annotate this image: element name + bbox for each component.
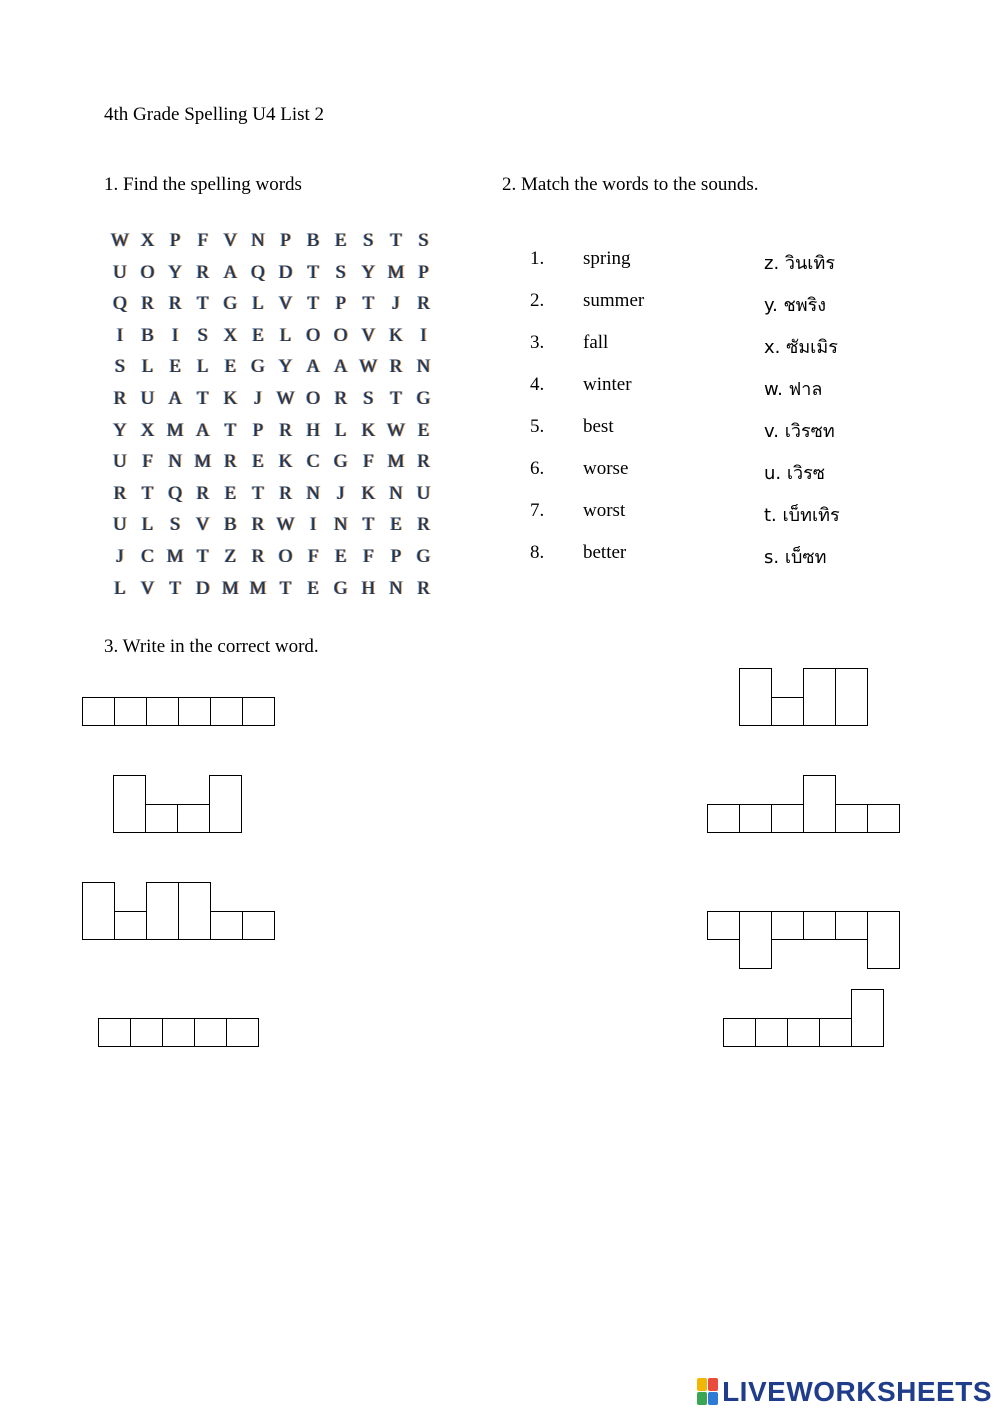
letter-box[interactable] xyxy=(867,911,900,969)
grid-letter[interactable]: Q xyxy=(113,293,127,315)
grid-letter[interactable]: S xyxy=(363,230,374,251)
letter-box[interactable] xyxy=(178,697,211,726)
grid-letter[interactable]: A xyxy=(306,356,321,378)
grid-letter[interactable]: P xyxy=(280,230,291,251)
grid-letter[interactable]: L xyxy=(334,419,347,441)
grid-letter[interactable]: C xyxy=(306,451,320,473)
grid-letter[interactable]: A xyxy=(195,419,210,441)
grid-letter[interactable]: O xyxy=(333,324,348,346)
grid-letter[interactable]: E xyxy=(169,356,181,378)
grid-letter[interactable]: G xyxy=(333,577,348,599)
grid-letter[interactable]: H xyxy=(306,419,321,441)
letter-box[interactable] xyxy=(210,697,243,726)
grid-row xyxy=(106,542,436,572)
letter-box[interactable] xyxy=(739,804,772,833)
grid-letter[interactable]: N xyxy=(168,451,183,473)
letter-box[interactable] xyxy=(787,1018,820,1047)
grid-letter[interactable]: K xyxy=(361,482,376,504)
grid-letter[interactable]: X xyxy=(223,324,238,346)
grid-letter[interactable]: R xyxy=(279,419,292,441)
letter-box[interactable] xyxy=(803,775,836,833)
grid-letter[interactable]: M xyxy=(387,451,405,473)
grid-letter[interactable]: N xyxy=(416,356,431,378)
letter-box[interactable] xyxy=(82,697,115,726)
grid-letter[interactable]: F xyxy=(363,546,374,567)
grid-letter[interactable]: R xyxy=(113,482,127,504)
letter-box[interactable] xyxy=(177,804,210,833)
match-number: 6. xyxy=(530,458,545,479)
grid-letter[interactable]: X xyxy=(140,230,155,251)
letter-box[interactable] xyxy=(803,668,836,726)
match-sound[interactable]: v. เวิรซท xyxy=(764,421,835,442)
match-word: worse xyxy=(583,458,629,479)
grid-letter[interactable]: V xyxy=(223,230,238,251)
grid-letter[interactable]: P xyxy=(169,230,181,251)
letter-box[interactable] xyxy=(113,775,146,833)
letter-box[interactable] xyxy=(835,911,868,940)
grid-letter[interactable]: M xyxy=(194,451,212,473)
grid-letter[interactable]: O xyxy=(306,324,321,346)
letter-box[interactable] xyxy=(242,911,275,940)
letter-box[interactable] xyxy=(835,804,868,833)
grid-letter[interactable]: T xyxy=(224,419,237,441)
grid-letter[interactable]: E xyxy=(252,451,264,473)
grid-letter[interactable]: J xyxy=(254,388,262,409)
match-sound[interactable]: t. เบ็ทเทิร xyxy=(764,505,840,526)
grid-letter[interactable]: V xyxy=(140,577,155,599)
grid-letter[interactable]: X xyxy=(140,419,155,441)
grid-letter[interactable]: O xyxy=(140,261,155,283)
match-sound[interactable]: y. ชพริง xyxy=(764,295,827,316)
grid-letter[interactable]: W xyxy=(111,230,129,251)
letter-box[interactable] xyxy=(707,911,740,940)
grid-letter[interactable]: M xyxy=(221,577,239,599)
grid-letter[interactable]: S xyxy=(197,324,209,346)
grid-letter[interactable]: L xyxy=(196,356,209,378)
grid-letter[interactable]: R xyxy=(113,388,127,409)
grid-letter[interactable]: R xyxy=(417,577,430,599)
grid-letter[interactable]: P xyxy=(390,546,402,567)
grid-letter[interactable]: R xyxy=(417,514,430,536)
worksheet-title: 4th Grade Spelling U4 List 2 xyxy=(104,104,325,125)
grid-letter[interactable]: I xyxy=(310,514,317,536)
grid-letter[interactable]: U xyxy=(416,482,431,504)
letter-box[interactable] xyxy=(771,697,804,726)
match-word: worst xyxy=(583,500,626,521)
grid-letter[interactable]: S xyxy=(418,230,429,251)
grid-letter[interactable]: B xyxy=(306,230,320,251)
grid-letter[interactable]: E xyxy=(224,356,237,378)
grid-letter[interactable]: N xyxy=(251,230,265,251)
grid-letter[interactable]: R xyxy=(251,514,265,536)
grid-letter[interactable]: T xyxy=(196,293,209,315)
grid-letter[interactable]: N xyxy=(306,482,321,504)
logo-text: LIVEWORKSHEETS xyxy=(722,1376,992,1407)
grid-letter[interactable]: V xyxy=(361,324,376,346)
grid-letter[interactable]: K xyxy=(361,419,376,441)
grid-row xyxy=(106,574,436,604)
grid-letter[interactable]: G xyxy=(223,293,238,315)
grid-letter[interactable]: T xyxy=(141,482,154,504)
match-word: summer xyxy=(583,290,645,311)
grid-letter[interactable]: P xyxy=(418,261,429,283)
letter-box[interactable] xyxy=(146,697,179,726)
letter-box[interactable] xyxy=(851,989,884,1047)
letter-box[interactable] xyxy=(98,1018,131,1047)
letter-box[interactable] xyxy=(723,1018,756,1047)
letter-box[interactable] xyxy=(210,911,243,940)
grid-letter[interactable]: S xyxy=(114,356,126,378)
grid-letter[interactable]: A xyxy=(168,388,183,409)
grid-letter[interactable]: C xyxy=(141,546,154,567)
grid-row xyxy=(106,321,436,351)
grid-letter[interactable]: Y xyxy=(361,261,376,283)
grid-letter[interactable]: W xyxy=(359,356,378,378)
match-word: better xyxy=(583,542,627,563)
letter-box[interactable] xyxy=(226,1018,259,1047)
letter-box[interactable] xyxy=(819,1018,852,1047)
grid-letter[interactable]: T xyxy=(196,388,209,409)
match-number: 1. xyxy=(530,248,545,269)
grid-letter[interactable]: T xyxy=(252,482,264,504)
grid-letter[interactable]: R xyxy=(334,388,348,409)
grid-letter[interactable]: T xyxy=(307,293,319,315)
grid-letter[interactable]: R xyxy=(141,293,154,315)
grid-letter[interactable]: F xyxy=(363,451,374,473)
match-word: fall xyxy=(583,332,609,353)
grid-letter[interactable]: L xyxy=(141,514,154,536)
letter-box[interactable] xyxy=(82,882,115,940)
letter-box[interactable] xyxy=(739,911,772,969)
grid-letter[interactable]: N xyxy=(333,514,348,536)
grid-letter[interactable]: E xyxy=(334,230,347,251)
grid-letter[interactable]: R xyxy=(168,293,182,315)
letter-box[interactable] xyxy=(242,697,275,726)
grid-letter[interactable]: B xyxy=(141,324,154,346)
grid-letter[interactable]: U xyxy=(113,451,127,473)
letter-box[interactable] xyxy=(771,804,804,833)
match-word: best xyxy=(583,416,614,437)
grid-letter[interactable]: L xyxy=(279,324,292,346)
grid-letter[interactable]: T xyxy=(307,261,319,283)
grid-letter[interactable]: G xyxy=(251,356,265,378)
grid-letter[interactable]: M xyxy=(249,577,267,599)
grid-letter[interactable]: I xyxy=(172,324,179,346)
grid-letter[interactable]: R xyxy=(251,546,265,567)
letter-box[interactable] xyxy=(755,1018,788,1047)
grid-letter[interactable]: Y xyxy=(168,261,183,283)
grid-letter[interactable]: K xyxy=(278,451,293,473)
letter-box[interactable] xyxy=(145,804,178,833)
letter-box[interactable] xyxy=(707,804,740,833)
grid-letter[interactable]: T xyxy=(362,514,375,536)
letter-box[interactable] xyxy=(114,911,147,940)
letter-box[interactable] xyxy=(739,668,772,726)
grid-letter[interactable]: T xyxy=(390,388,402,409)
grid-row xyxy=(106,226,436,256)
grid-letter[interactable]: P xyxy=(252,419,264,441)
grid-letter[interactable]: T xyxy=(390,230,402,251)
grid-letter[interactable]: E xyxy=(252,324,264,346)
grid-letter[interactable]: R xyxy=(196,482,210,504)
grid-letter[interactable]: L xyxy=(141,356,154,378)
grid-letter[interactable]: M xyxy=(387,261,405,283)
grid-letter[interactable]: A xyxy=(223,261,238,283)
letter-box[interactable] xyxy=(130,1018,163,1047)
logo-blocks-icon xyxy=(697,1378,719,1406)
match-number: 7. xyxy=(530,500,545,521)
grid-letter[interactable]: S xyxy=(335,261,347,283)
grid-letter[interactable]: F xyxy=(142,451,153,473)
match-number: 3. xyxy=(530,332,545,353)
grid-letter[interactable]: W xyxy=(387,419,405,441)
letter-box[interactable] xyxy=(146,882,179,940)
grid-letter[interactable]: W xyxy=(276,514,295,536)
grid-letter[interactable]: J xyxy=(392,293,400,315)
grid-letter[interactable]: F xyxy=(197,230,209,251)
letter-box[interactable] xyxy=(771,911,804,940)
grid-letter[interactable]: D xyxy=(195,577,210,599)
grid-row xyxy=(106,258,436,288)
grid-row xyxy=(106,289,436,319)
grid-letter[interactable]: A xyxy=(333,356,348,378)
grid-letter[interactable]: W xyxy=(276,388,295,409)
liveworksheets-logo xyxy=(697,1374,992,1410)
grid-letter[interactable]: Q xyxy=(251,261,265,283)
grid-letter[interactable]: J xyxy=(116,546,124,567)
grid-letter[interactable]: U xyxy=(113,261,127,283)
grid-letter[interactable]: V xyxy=(278,293,293,315)
match-number: 4. xyxy=(530,374,545,395)
letter-box[interactable] xyxy=(178,882,211,940)
grid-letter[interactable]: E xyxy=(307,577,319,599)
section1-heading: 1. Find the spelling words xyxy=(104,174,302,195)
grid-letter[interactable]: I xyxy=(116,324,124,346)
match-number: 8. xyxy=(530,542,545,563)
section2-heading: 2. Match the words to the sounds. xyxy=(502,174,759,195)
grid-row xyxy=(106,384,436,414)
match-word: winter xyxy=(583,374,632,395)
grid-letter[interactable]: R xyxy=(196,261,210,283)
grid-letter[interactable]: N xyxy=(389,482,403,504)
match-sound[interactable]: z. วินเทิร xyxy=(764,253,835,274)
grid-letter[interactable]: R xyxy=(389,356,403,378)
letter-box[interactable] xyxy=(867,804,900,833)
grid-letter[interactable]: T xyxy=(169,577,181,599)
grid-letter[interactable]: E xyxy=(417,419,430,441)
match-number: 5. xyxy=(530,416,545,437)
grid-letter[interactable]: S xyxy=(363,388,374,409)
grid-letter[interactable]: R xyxy=(224,451,237,473)
grid-letter[interactable]: G xyxy=(416,388,431,409)
grid-letter[interactable]: B xyxy=(224,514,237,536)
grid-letter[interactable]: K xyxy=(389,324,403,346)
grid-letter[interactable]: V xyxy=(195,514,210,536)
grid-row xyxy=(106,510,436,540)
grid-letter[interactable]: F xyxy=(307,546,319,567)
letter-box[interactable] xyxy=(835,668,868,726)
grid-letter[interactable]: E xyxy=(390,514,402,536)
grid-letter[interactable]: I xyxy=(420,324,427,346)
grid-letter[interactable]: Y xyxy=(278,356,293,378)
grid-letter[interactable]: O xyxy=(306,388,321,409)
grid-letter[interactable]: N xyxy=(389,577,403,599)
grid-letter[interactable]: G xyxy=(416,546,431,567)
grid-letter[interactable]: T xyxy=(196,546,209,567)
grid-letter[interactable]: K xyxy=(223,388,238,409)
letter-box[interactable] xyxy=(803,911,836,940)
word-search-grid[interactable] xyxy=(106,226,436,610)
grid-letter[interactable]: R xyxy=(279,482,292,504)
grid-letter[interactable]: R xyxy=(417,293,430,315)
grid-letter[interactable]: E xyxy=(224,482,237,504)
grid-letter[interactable]: R xyxy=(417,451,430,473)
letter-box[interactable] xyxy=(209,775,242,833)
grid-letter[interactable]: M xyxy=(166,419,184,441)
grid-letter[interactable]: Q xyxy=(168,482,183,504)
match-sound[interactable]: x. ซัมเมิร xyxy=(764,337,838,358)
match-sound[interactable]: u. เวิรซ xyxy=(764,463,825,484)
grid-letter[interactable]: D xyxy=(278,261,293,283)
grid-letter[interactable]: Y xyxy=(113,419,127,441)
match-word: spring xyxy=(583,248,631,269)
grid-letter[interactable]: L xyxy=(252,293,264,315)
grid-row xyxy=(106,352,436,382)
grid-letter[interactable]: P xyxy=(335,293,347,315)
grid-letter[interactable]: U xyxy=(113,514,127,536)
match-number: 2. xyxy=(530,290,545,311)
grid-row xyxy=(106,416,436,446)
grid-row xyxy=(106,447,436,477)
letter-box[interactable] xyxy=(162,1018,195,1047)
grid-letter[interactable]: T xyxy=(362,293,375,315)
grid-letter[interactable]: S xyxy=(169,514,181,536)
section3-heading: 3. Write in the correct word. xyxy=(104,636,319,657)
grid-letter[interactable]: U xyxy=(140,388,155,409)
grid-letter[interactable]: O xyxy=(278,546,293,567)
grid-letter[interactable]: G xyxy=(333,451,348,473)
match-sound[interactable]: w. ฟาล xyxy=(764,379,823,400)
grid-letter[interactable]: J xyxy=(337,482,345,504)
grid-letter[interactable]: L xyxy=(114,577,126,599)
letter-box[interactable] xyxy=(194,1018,227,1047)
grid-letter[interactable]: M xyxy=(166,546,184,567)
match-sound[interactable]: s. เบ็ซท xyxy=(764,547,827,568)
grid-letter[interactable]: T xyxy=(279,577,292,599)
grid-letter[interactable]: H xyxy=(361,577,376,599)
grid-letter[interactable]: Z xyxy=(224,546,237,567)
grid-row xyxy=(106,479,436,509)
letter-box[interactable] xyxy=(114,697,147,726)
grid-letter[interactable]: E xyxy=(334,546,347,567)
